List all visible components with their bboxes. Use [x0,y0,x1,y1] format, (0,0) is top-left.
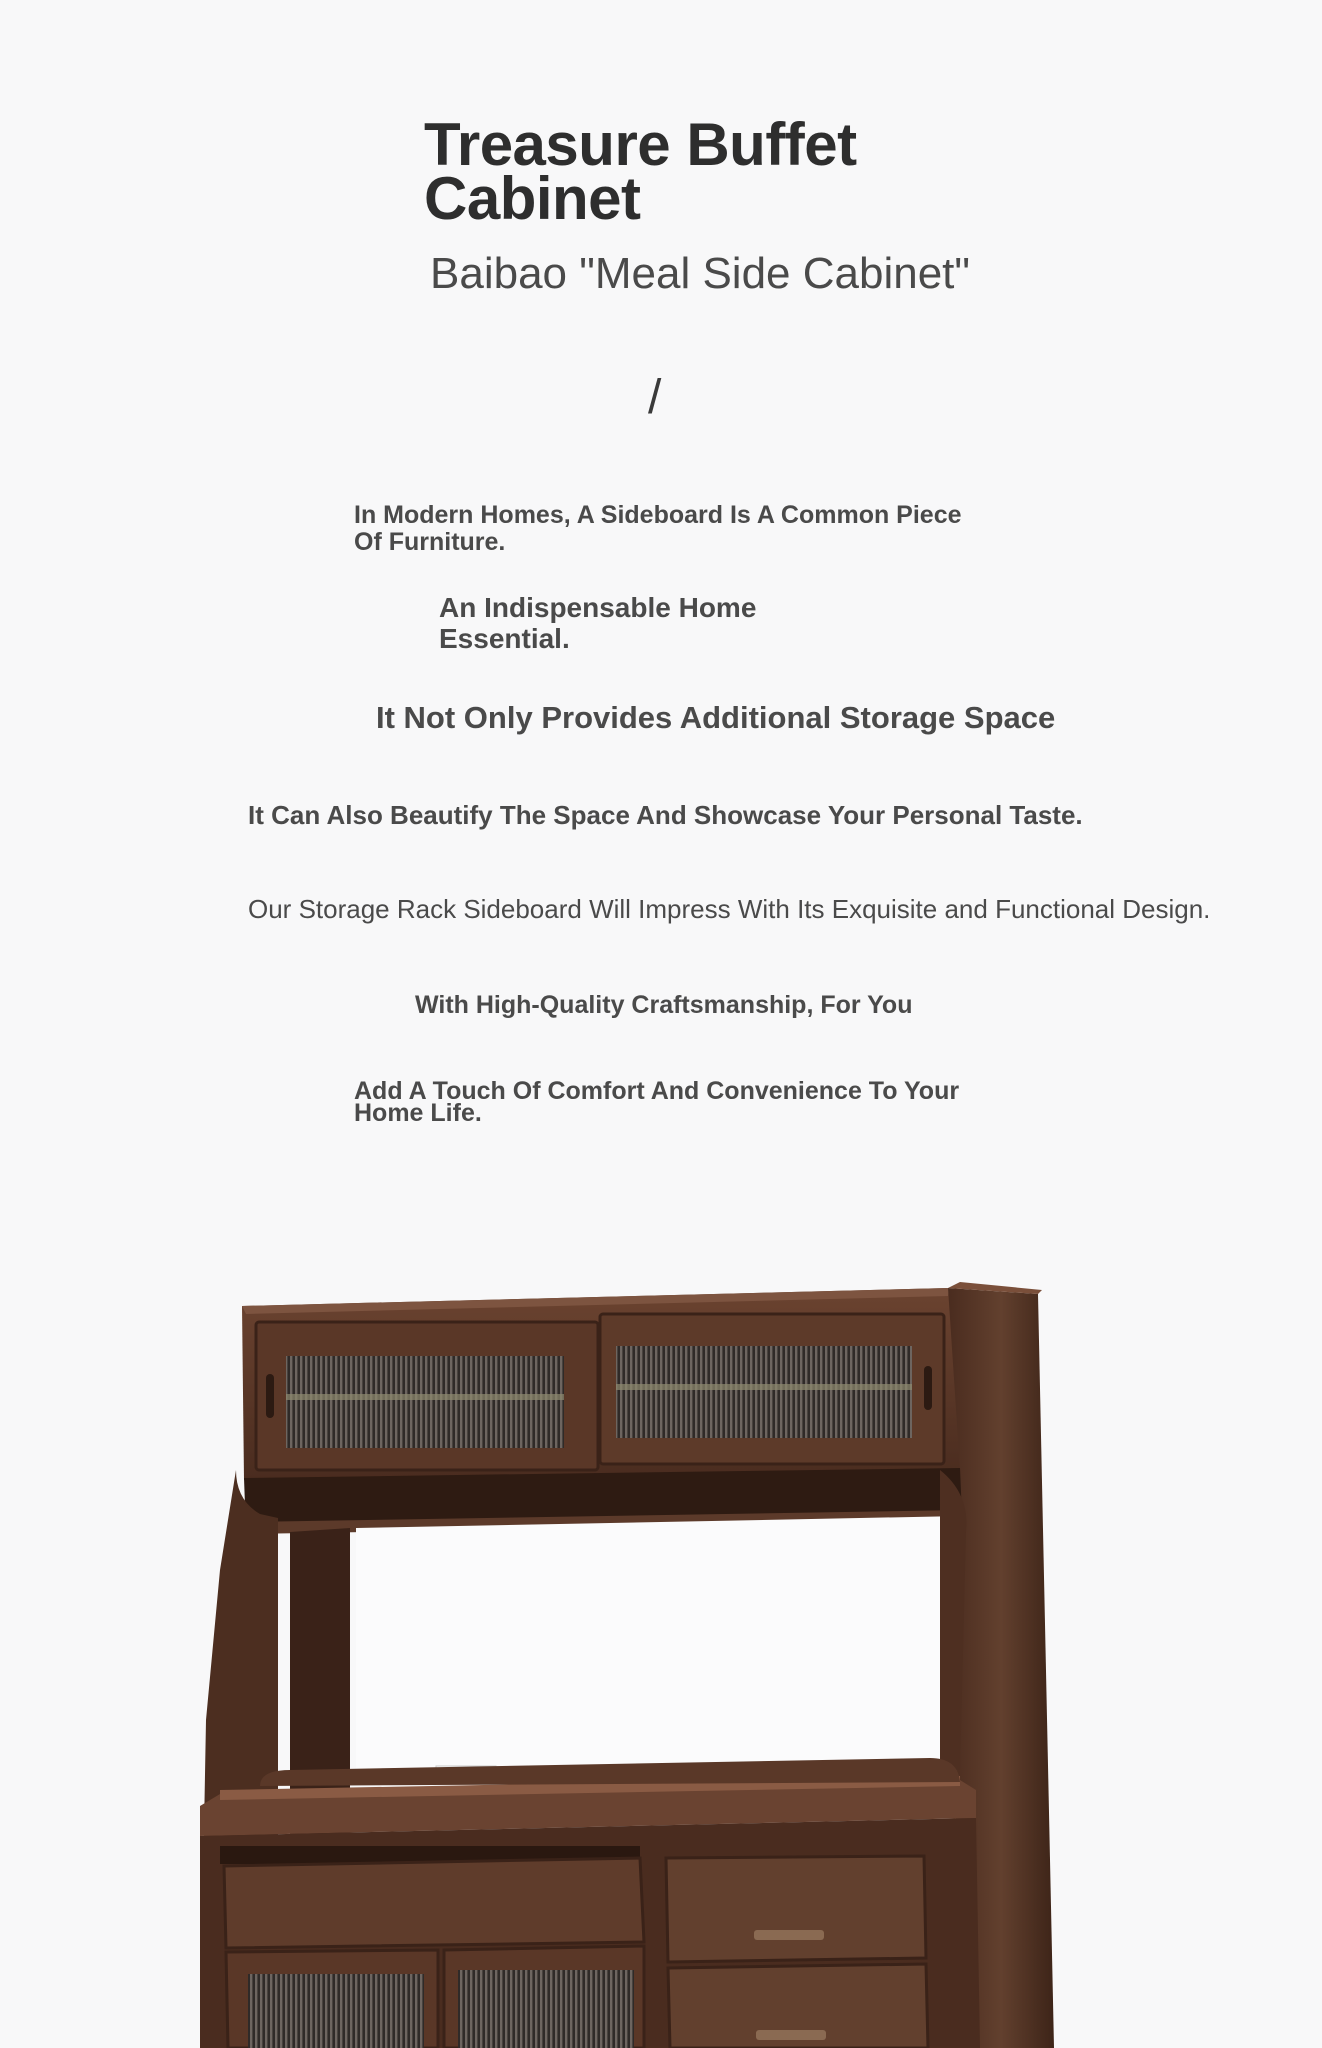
intro-line-7: Add A Touch Of Comfort And Convenience To Your Home Life. [354,1077,960,1127]
intro-line-4: It Can Also Beautify The Space And Showcase Your Personal Taste. [248,800,1083,830]
intro-line-2: An Indispensable Home Essential. [439,592,757,654]
product-title: Treasure Buffet Cabinet [424,111,857,232]
right-drawer-top [666,1856,926,1962]
intro-line-6: With High-Quality Craftsmanship, For You [415,991,913,1019]
long-drawer [224,1858,644,1948]
buffet-cabinet-image [200,1270,1070,2048]
product-subtitle: Baibao "Meal Side Cabinet" [430,249,971,298]
intro-line-5: Our Storage Rack Sideboard Will Impress With Its Exquisite and Functional Design. [248,894,1211,924]
section-divider: / [648,371,662,424]
reed-glass-right [616,1346,912,1438]
intro-line-1: In Modern Homes, A Sideboard Is A Common Piece Of Furniture. [354,501,962,556]
reed-glass-left [286,1356,564,1448]
intro-line-3: It Not Only Provides Additional Storage Space [376,700,1056,735]
